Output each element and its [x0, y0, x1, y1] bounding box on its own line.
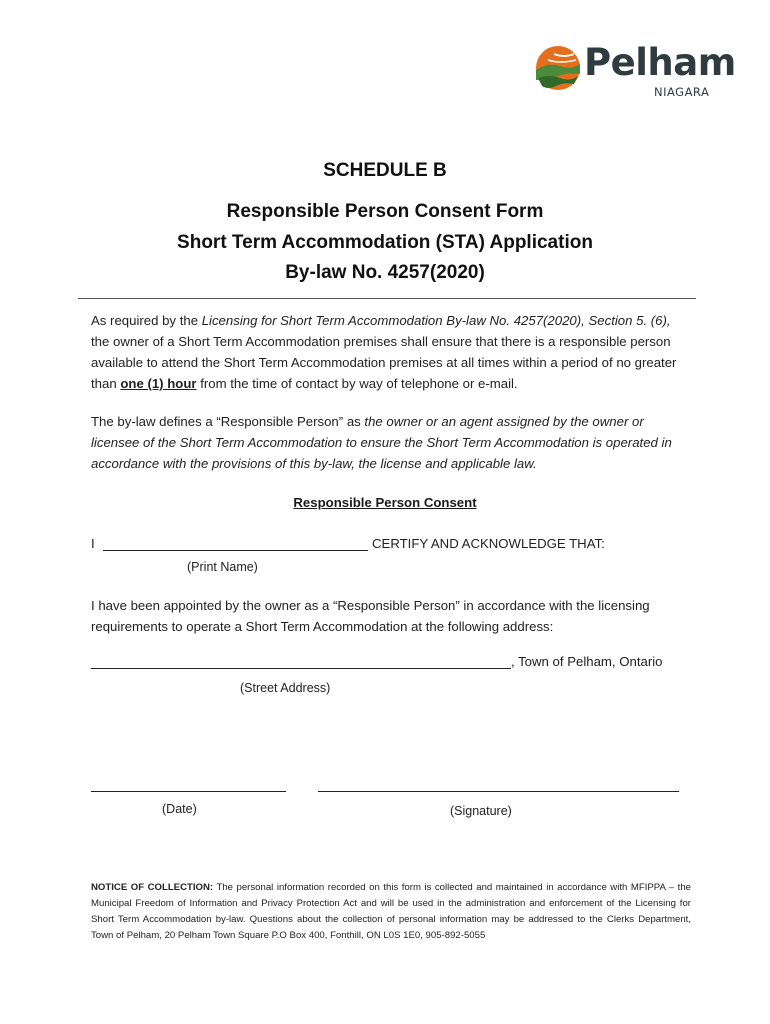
intro-paragraph: As required by the Licensing for Short Term Accommodation By-law No. 4257(2020), Section 5. (6), the owner of a Short Term Accommodation premises shall ensure that there is a responsible person available to attend the Short Term Accommodation premises at all times within a period of no greater than one (1) hour from the time of contact by way of telephone or e-mail.	[91, 313, 677, 391]
pelham-emblem-icon	[534, 44, 582, 92]
street-address-field[interactable]	[91, 668, 511, 669]
print-name-field[interactable]	[103, 550, 368, 551]
form-title: Responsible Person Consent Form	[226, 201, 544, 222]
print-name-caption: (Print Name)	[187, 560, 258, 574]
bylaw-number: By-law No. 4257(2020)	[285, 262, 485, 283]
logo-subtitle: NIAGARA	[654, 85, 710, 99]
schedule-title: SCHEDULE B	[323, 160, 447, 181]
consent-heading: Responsible Person Consent	[293, 495, 477, 510]
pelham-logo	[534, 41, 736, 104]
consent-i-label: I	[91, 536, 95, 551]
address-suffix: , Town of Pelham, Ontario	[511, 654, 663, 669]
appointment-paragraph: I have been appointed by the owner as a “Responsible Person” in accordance with the licensing requirements to operate a Short Term Accommodation at the following address:	[91, 598, 650, 634]
date-field[interactable]	[91, 791, 286, 792]
certify-label: CERTIFY AND ACKNOWLEDGE THAT:	[372, 536, 605, 551]
definition-paragraph: The by-law defines a “Responsible Person” as the owner or an agent assigned by the owner or licensee of the Short Term Accommodation to ensure the Short Term Accommodation is operated in accordance with the provisions of this by-law, the license and applicable law.	[91, 414, 672, 471]
notice-of-collection: NOTICE OF COLLECTION: The personal information recorded on this form is collected and maintained in accordance with MFIPPA – the Municipal Freedom of Information and Privacy Protection Act and will be used in the administration and enforcement of the Licensing for Short Term Accommodation by-law. Questions about the collection of personal information may be addressed to the Clerks Department, Town of Pelham, 20 Pelham Town Square P.O Box 400, Fonthill, ON L0S 1E0, 905-892-5055	[91, 882, 692, 941]
logo-wordmark: Pelham	[584, 41, 736, 84]
header-divider	[78, 298, 696, 299]
signature-caption: (Signature)	[450, 804, 512, 818]
date-caption: (Date)	[162, 802, 197, 816]
signature-field[interactable]	[318, 791, 679, 792]
form-subtitle: Short Term Accommodation (STA) Application	[177, 232, 593, 253]
street-address-caption: (Street Address)	[240, 681, 331, 695]
